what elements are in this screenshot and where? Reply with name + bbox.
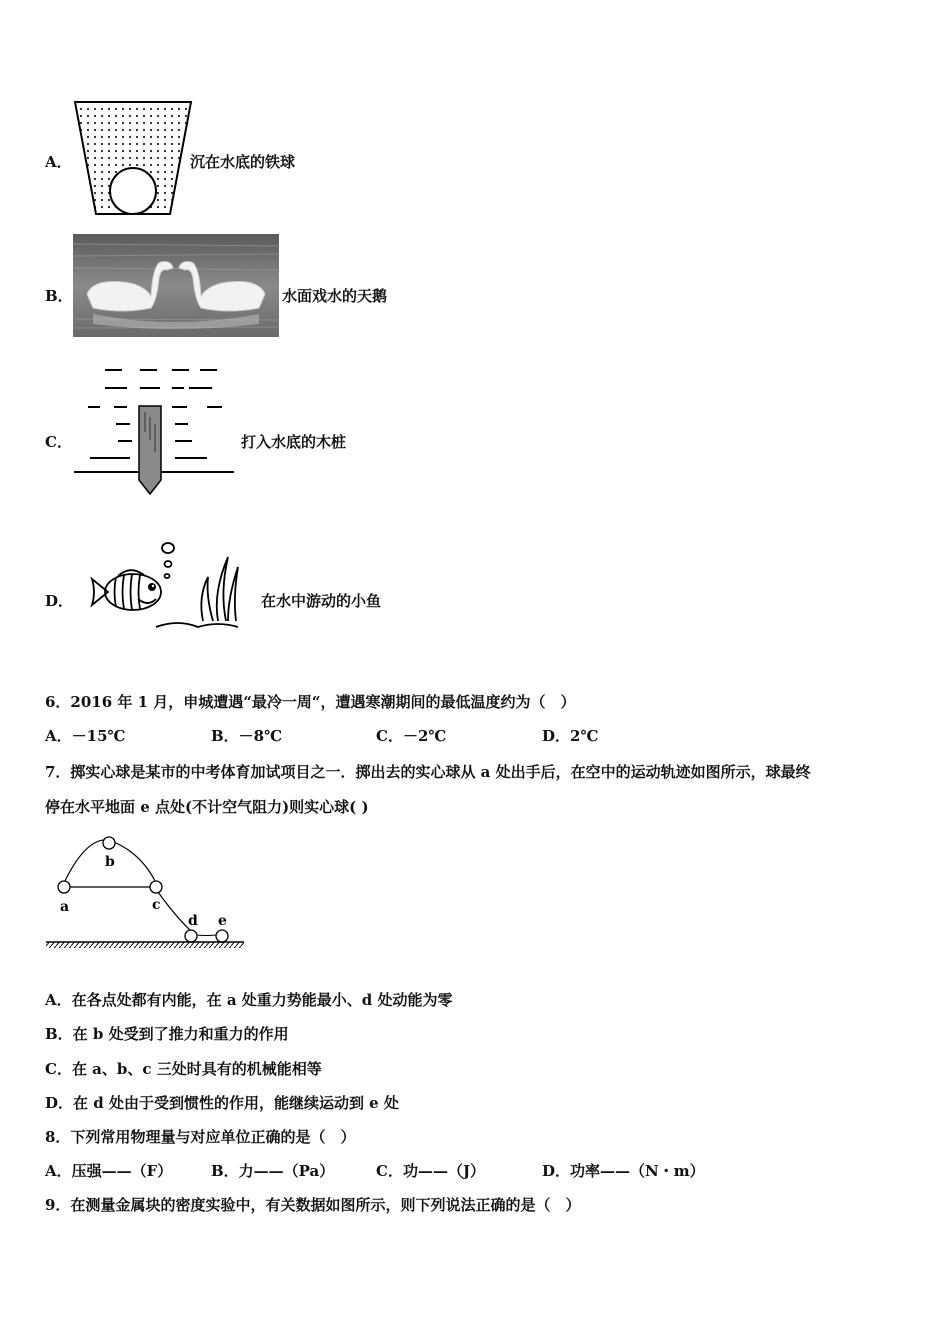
fish-figure [78,537,244,633]
option-a-letter: A． [45,153,72,171]
q6-option-a: A．－15℃ [45,727,126,745]
option-b-letter: B． [45,287,73,305]
q7-option-d: D．在 d 处由于受到惯性的作用，能继续运动到 e 处 [45,1094,399,1112]
q9-stem: 9．在测量金属块的密度实验中，有关数据如图所示，则下列说法正确的是（ ） [45,1196,581,1214]
option-b-caption: 水面戏水的天鹅 [282,287,388,305]
label-c: c [152,897,161,913]
point-a-ball [58,881,70,893]
point-b-ball [103,837,115,849]
trajectory-rise [64,840,109,883]
swans-photo-figure [73,234,279,337]
bubble [162,543,174,553]
iron-ball [110,168,156,214]
iron-ball-container-figure [72,100,194,218]
q7-stem-line2: 停在水平地面 e 点处(不计空气阻力)则实心球( ) [45,798,369,816]
q6-option-b: B．－8℃ [211,727,283,745]
ground-hatch [46,942,244,948]
point-e-ball [216,930,228,942]
trajectory-fall [109,840,156,883]
label-d: d [188,913,198,929]
option-d-letter: D． [45,592,74,610]
q7-stem-line1: 7．掷实心球是某市的中考体育加试项目之一．掷出去的实心球从 a 处出手后，在空中的运动轨迹如图所示，球最终 [45,763,811,781]
wooden-pile-figure [72,362,234,496]
q8-option-c: C．功——（J） [376,1162,486,1180]
q7-option-c: C．在 a、b、c 三处时具有的机械能相等 [45,1060,322,1078]
point-c-ball [150,881,162,893]
q6-option-c: C．－2℃ [376,727,447,745]
q7-option-b: B．在 b 处受到了推力和重力的作用 [45,1025,289,1043]
q7-option-a: A．在各点处都有内能，在 a 处重力势能最小、d 处动能为零 [45,991,453,1009]
fish-body [105,574,161,610]
ball-trajectory-figure [46,832,246,950]
option-c-caption: 打入水底的木桩 [241,433,347,451]
label-e: e [218,913,227,929]
q8-stem: 8．下列常用物理量与对应单位正确的是（ ） [45,1128,356,1146]
q6-stem: 6．2016 年 1 月，申城遭遇“最冷一周“，遭遇寒潮期间的最低温度约为（ ） [45,693,576,711]
option-c-letter: C． [45,433,72,451]
option-a-caption: 沉在水底的铁球 [190,153,296,171]
label-a: a [60,899,70,915]
point-d-ball [185,930,197,942]
option-d-caption: 在水中游动的小鱼 [261,592,382,610]
q6-option-d: D．2℃ [542,727,599,745]
q8-option-b: B．力——（Pa） [211,1162,335,1180]
q8-option-a: A．压强——（F） [45,1162,173,1180]
label-b: b [105,854,115,870]
q8-option-d: D．功率——（N・m） [542,1162,705,1180]
